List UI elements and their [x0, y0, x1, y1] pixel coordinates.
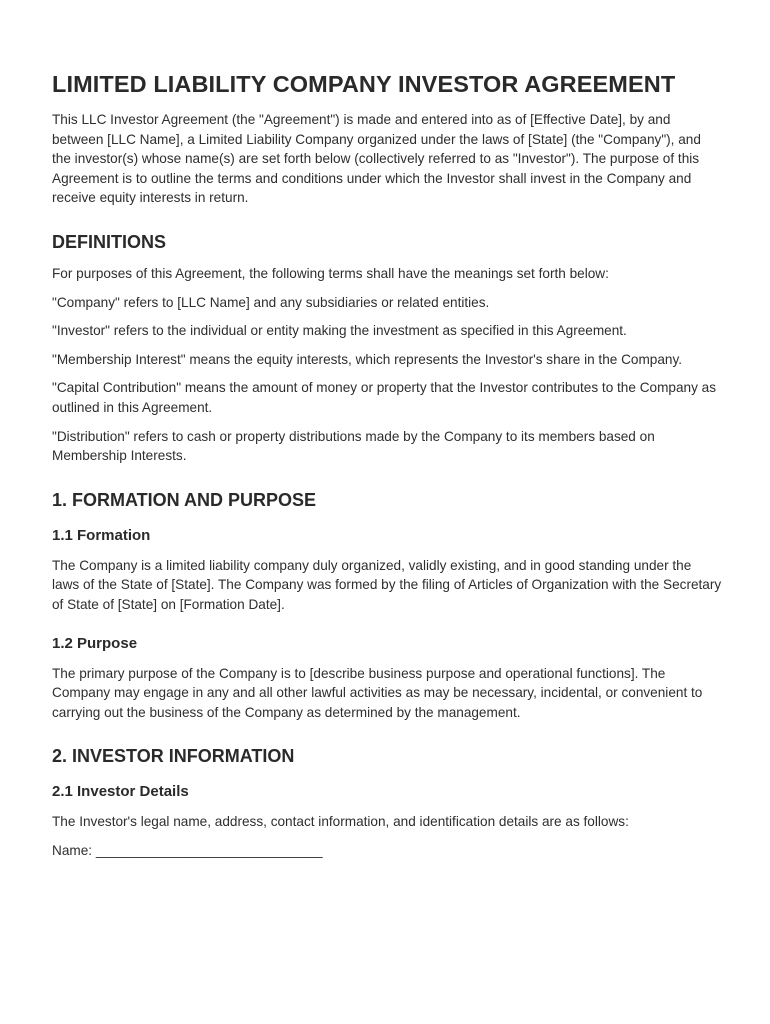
definitions-heading: DEFINITIONS	[52, 231, 167, 252]
definition-distribution: "Distribution" refers to cash or property distributions made by the Company to its members based on Membership Interests.	[52, 428, 655, 464]
formation-text: The Company is a limited liability company duly organized, validly existing, and in good standing under the laws of the State of [State]. The Company was formed by the filing of Articles of Organization with the Secretary of State of [State] on [Formation Date].	[52, 557, 722, 612]
definition-company: "Company" refers to [LLC Name] and any subsidiaries or related entities.	[52, 294, 490, 310]
purpose-text: The primary purpose of the Company is to [describe business purpose and operational functions]. The Company may engage in any and all other lawful activities as may be necessary, incidental, or convenient to carrying out the business of the Company as determined by the management.	[52, 665, 703, 720]
document-page	[52, 68, 722, 860]
investor-details-heading: 2.1 Investor Details	[52, 783, 189, 801]
section2-heading: 2. INVESTOR INFORMATION	[52, 746, 295, 767]
definition-membership-interest: "Membership Interest" means the equity interests, which represents the Investor's share in the Company.	[52, 351, 683, 367]
definitions-lead: For purposes of this Agreement, the following terms shall have the meanings set forth below:	[52, 265, 609, 281]
definition-investor: "Investor" refers to the individual or entity making the investment as specified in this Agreement.	[52, 323, 627, 339]
formation-heading: 1.1 Formation	[52, 526, 151, 544]
section1-heading: 1. FORMATION AND PURPOSE	[52, 489, 317, 510]
definition-capital-contribution: "Capital Contribution" means the amount of money or property that the Investor contributes to the Company as outlined in this Agreement.	[52, 380, 717, 415]
purpose-heading: 1.2 Purpose	[52, 634, 138, 652]
investor-name-line[interactable]: Name: ______________________________	[52, 842, 323, 858]
intro-paragraph: This LLC Investor Agreement (the "Agreement") is made and entered into as of [Effective Date], by and between [LLC Name], a Limited Liability Company organized under the laws of [State] (the "Company"), and the investor(s) whose name(s) are set forth below (collectively referred to as "Investor"). The purpose of this Agreement is to outline the terms and conditions under which the Investor shall invest in the Company and receive equity interests in return.	[52, 112, 701, 206]
document-title: LIMITED LIABILITY COMPANY INVESTOR AGREEMENT	[52, 71, 676, 97]
investor-details-text: The Investor's legal name, address, contact information, and identification details are as follows:	[52, 814, 629, 830]
